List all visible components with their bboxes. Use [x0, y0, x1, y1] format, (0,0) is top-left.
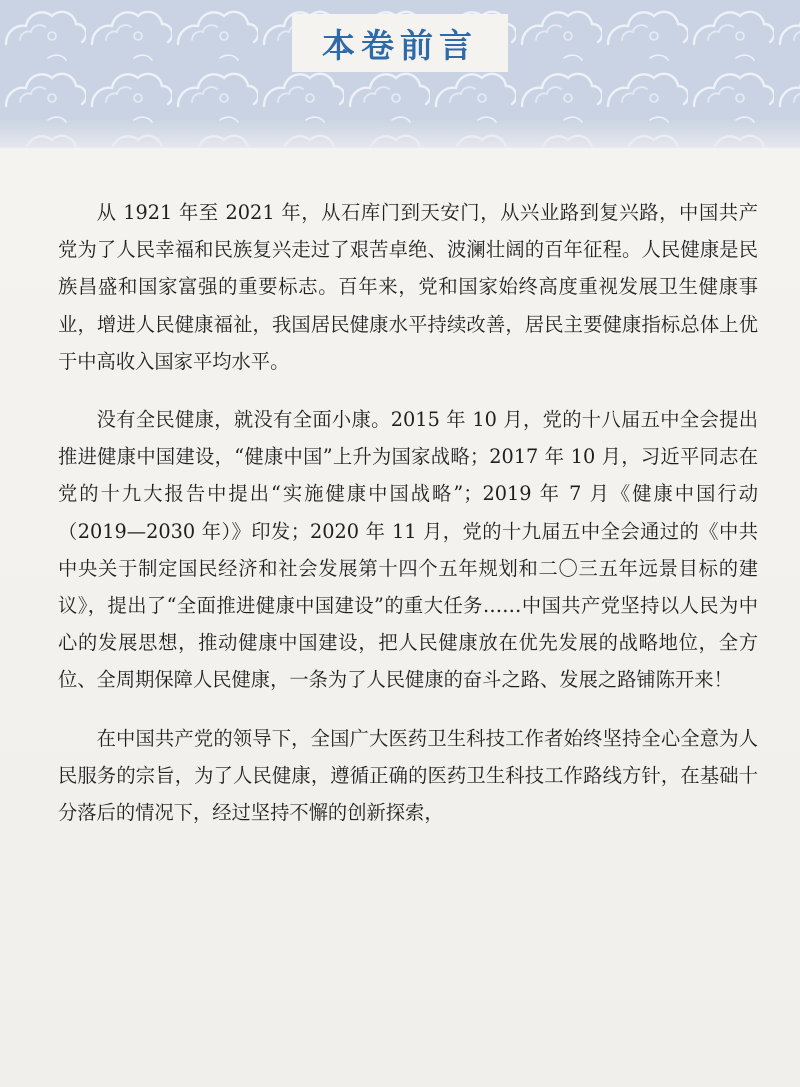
page-title: 本卷前言	[322, 25, 478, 65]
paragraph-1: 从 1921 年至 2021 年，从石库门到天安门，从兴业路到复兴路，中国共产党为了人民幸福和民族复兴走过了艰苦卓绝、波澜壮阔的百年征程。人民健康是民族昌盛和国家富强的重要标志。百年来，党和国家始终高度重视发展卫生健康事业，增进人民健康福祉，我国居民健康水平持续改善，居民主要健康指标总体上优于中高收入国家平均水平。	[58, 201, 758, 373]
paragraph-2: 没有全民健康，就没有全面小康。2015 年 10 月，党的十八届五中全会提出推进健康中国建设，“健康中国”上升为国家战略；2017 年 10 月，习近平同志在党的十九大报告中提出“实施健康中国战略”；2019 年 7 月《健康中国行动（2019—2030 年）》印发；2020 年 11 月，党的十九届五中全会通过的《中共中央关于制定国民经济和社会发展第十四个五年规划和二〇三五年远景目标的建议》，提出了“全面推进健康中国建设”的重大任务……中国共产党坚持以人民为中心的发展思想，推动健康中国建设，把人民健康放在优先发展的战略地位，全方位、全周期保障人民健康，一条为了人民健康的奋斗之路、发展之路铺陈开来！	[58, 408, 758, 692]
paragraph-3: 在中国共产党的领导下，全国广大医药卫生科技工作者始终坚持全心全意为人民服务的宗旨，为了人民健康，遵循正确的医药卫生科技工作路线方针，在基础十分落后的情况下，经过坚持不懈的创新探索，	[58, 726, 758, 825]
header-band	[0, 0, 800, 148]
body-text	[58, 194, 758, 831]
header-fade	[0, 118, 800, 148]
title-box	[292, 14, 508, 72]
